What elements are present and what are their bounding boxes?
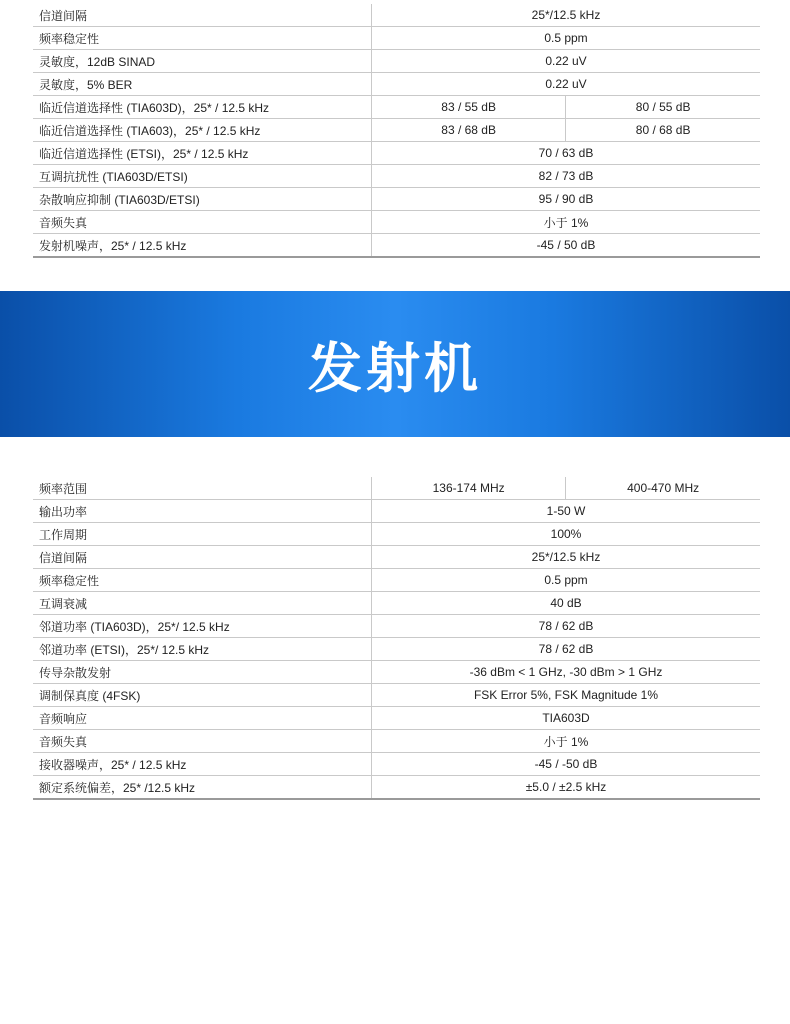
spec-value: 小于 1%: [372, 730, 761, 753]
spec-row: [33, 188, 760, 211]
spec-label: 发射机噪声，25* / 12.5 kHz: [33, 234, 372, 258]
spec-value: 25*/12.5 kHz: [372, 546, 761, 569]
spec-row: [33, 730, 760, 753]
spec-label: 接收器噪声，25* / 12.5 kHz: [33, 753, 372, 776]
spec-label: 杂散响应抑制 (TIA603D/ETSI): [33, 188, 372, 211]
spec-value: 78 / 62 dB: [372, 615, 761, 638]
spec-label: 工作周期: [33, 523, 372, 546]
spec-row: [33, 96, 760, 119]
spec-row: [33, 165, 760, 188]
spec-value: ±5.0 / ±2.5 kHz: [372, 776, 761, 800]
spec-value: 400-470 MHz: [566, 477, 760, 500]
spec-value: 70 / 63 dB: [372, 142, 761, 165]
spec-row: [33, 477, 760, 500]
spec-value: 1-50 W: [372, 500, 761, 523]
spec-label: 音频失真: [33, 730, 372, 753]
spec-value: 40 dB: [372, 592, 761, 615]
spec-row: [33, 615, 760, 638]
spec-label: 邻道功率 (TIA603D)，25*/ 12.5 kHz: [33, 615, 372, 638]
spec-label: 临近信道选择性 (TIA603)，25* / 12.5 kHz: [33, 119, 372, 142]
spec-label: 临近信道选择性 (TIA603D)，25* / 12.5 kHz: [33, 96, 372, 119]
spec-value: FSK Error 5%, FSK Magnitude 1%: [372, 684, 761, 707]
spec-label: 灵敏度，12dB SINAD: [33, 50, 372, 73]
spec-value: 0.5 ppm: [372, 27, 761, 50]
spec-row: [33, 27, 760, 50]
spec-label: 临近信道选择性 (ETSI)，25* / 12.5 kHz: [33, 142, 372, 165]
spec-value: 83 / 55 dB: [372, 96, 566, 119]
spec-value: 83 / 68 dB: [372, 119, 566, 142]
spec-value: TIA603D: [372, 707, 761, 730]
spec-value: 82 / 73 dB: [372, 165, 761, 188]
transmitter-spec-table: [33, 477, 760, 800]
spec-value: 0.22 uV: [372, 73, 761, 96]
spec-label: 音频响应: [33, 707, 372, 730]
spec-row: [33, 4, 760, 27]
spec-row: [33, 500, 760, 523]
spec-label: 互调抗扰性 (TIA603D/ETSI): [33, 165, 372, 188]
spec-value: 25*/12.5 kHz: [372, 4, 761, 27]
spec-label: 输出功率: [33, 500, 372, 523]
spec-label: 调制保真度 (4FSK): [33, 684, 372, 707]
spec-label: 信道间隔: [33, 546, 372, 569]
transmitter-banner: [0, 291, 790, 437]
spec-row: [33, 592, 760, 615]
spec-label: 信道间隔: [33, 4, 372, 27]
spec-row: [33, 234, 760, 258]
spec-row: [33, 546, 760, 569]
spec-label: 频率范围: [33, 477, 372, 500]
spec-value: 小于 1%: [372, 211, 761, 234]
spec-label: 邻道功率 (ETSI)，25*/ 12.5 kHz: [33, 638, 372, 661]
spec-row: [33, 707, 760, 730]
spec-label: 传导杂散发射: [33, 661, 372, 684]
banner-title: 发射机: [308, 336, 482, 400]
spec-value: 0.5 ppm: [372, 569, 761, 592]
spec-label: 额定系统偏差，25* /12.5 kHz: [33, 776, 372, 800]
spec-value: 78 / 62 dB: [372, 638, 761, 661]
spec-row: [33, 776, 760, 800]
spec-row: [33, 569, 760, 592]
spec-label: 音频失真: [33, 211, 372, 234]
spec-row: [33, 73, 760, 96]
spec-value: 95 / 90 dB: [372, 188, 761, 211]
spec-row: [33, 638, 760, 661]
spec-row: [33, 211, 760, 234]
spec-row: [33, 753, 760, 776]
spec-value: 136-174 MHz: [372, 477, 566, 500]
spec-value: 80 / 68 dB: [566, 119, 760, 142]
receiver-spec-table: [33, 4, 760, 258]
spec-row: [33, 523, 760, 546]
spec-row: [33, 119, 760, 142]
spec-label: 频率稳定性: [33, 27, 372, 50]
spec-value: 80 / 55 dB: [566, 96, 760, 119]
spec-value: -45 / 50 dB: [372, 234, 761, 258]
spec-row: [33, 661, 760, 684]
spec-label: 频率稳定性: [33, 569, 372, 592]
spec-label: 灵敏度，5% BER: [33, 73, 372, 96]
spec-label: 互调衰减: [33, 592, 372, 615]
spec-value: 100%: [372, 523, 761, 546]
spec-row: [33, 142, 760, 165]
spec-value: -36 dBm < 1 GHz, -30 dBm > 1 GHz: [372, 661, 761, 684]
spec-value: -45 / -50 dB: [372, 753, 761, 776]
spec-value: 0.22 uV: [372, 50, 761, 73]
spec-row: [33, 684, 760, 707]
spec-row: [33, 50, 760, 73]
